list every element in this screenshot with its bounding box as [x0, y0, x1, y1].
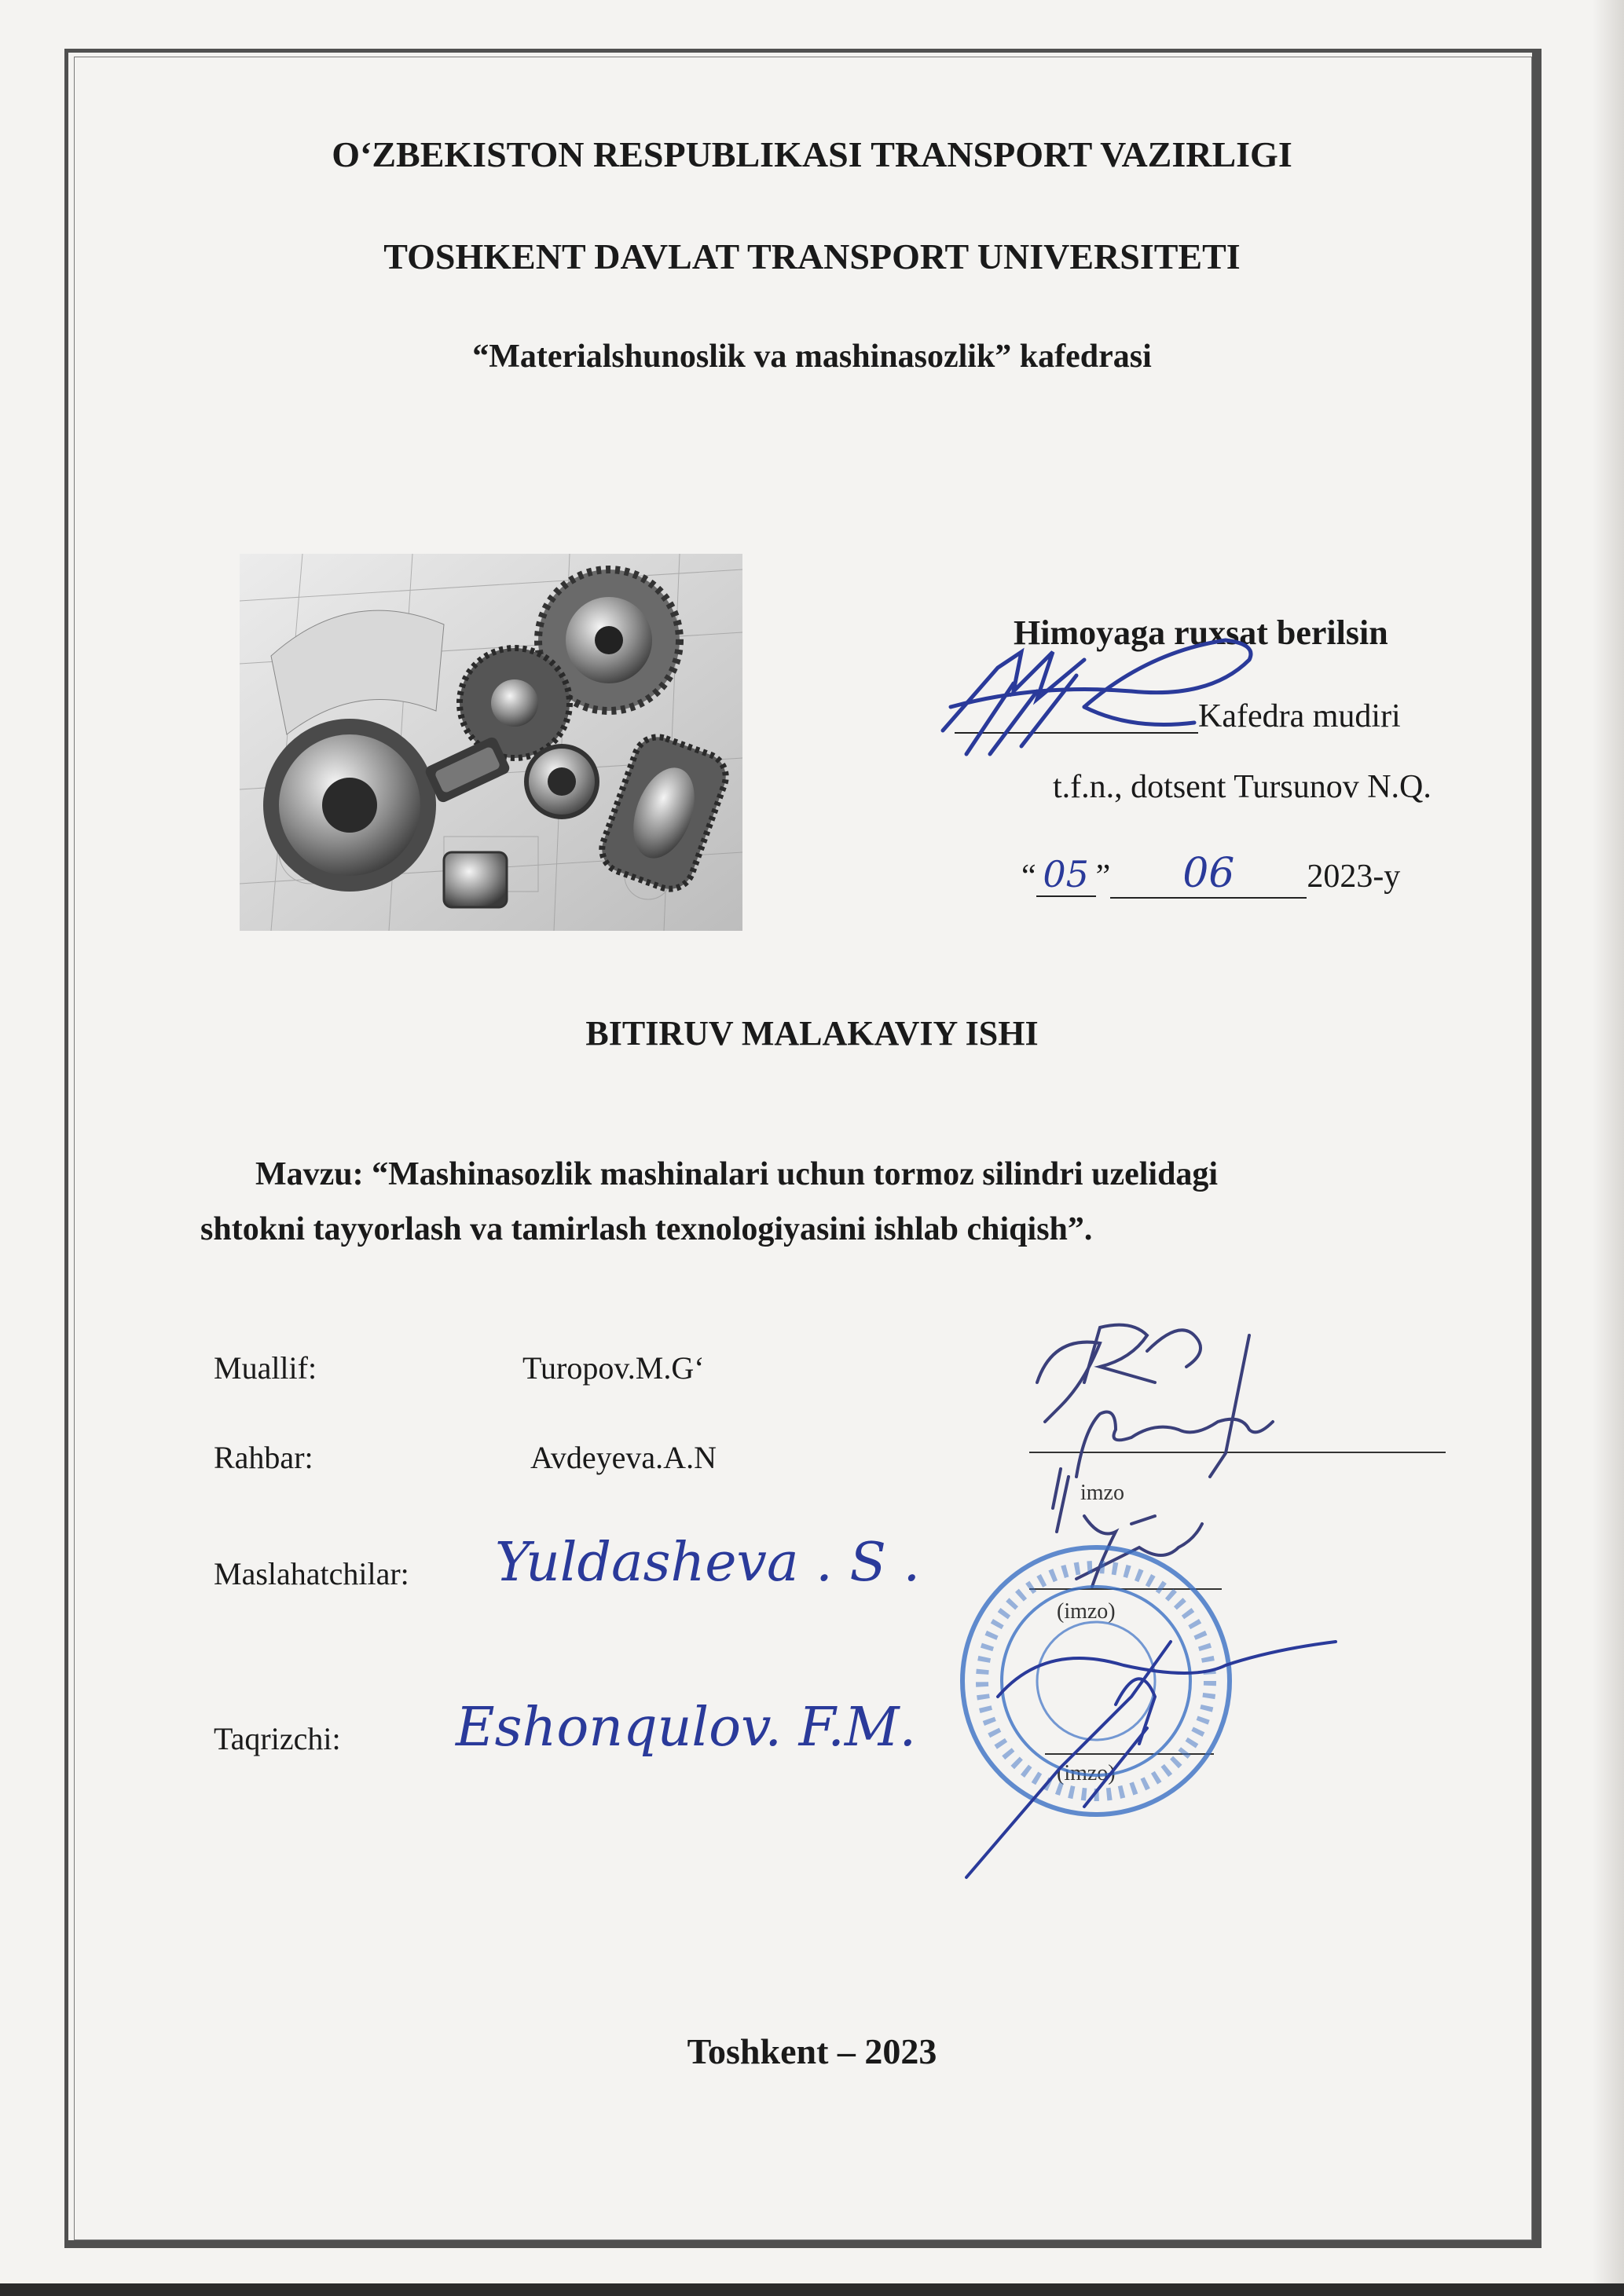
- reviewer-value: Eshonqulov. F.M.: [456, 1697, 917, 1759]
- approval-title: Himoyaga ruxsat berilsin: [1014, 613, 1388, 652]
- approval-name: t.f.n., dotsent Tursunov N.Q.: [1053, 769, 1432, 805]
- author-value: Turopov.M.G‘: [522, 1350, 705, 1386]
- consultants-value: Yuldasheva . S .: [495, 1532, 921, 1594]
- official-stamp: [962, 1547, 1230, 1814]
- approval-role: Kafedra mudiri: [1198, 698, 1401, 734]
- department-heading: “Materialshunoslik va mashinasozlik” kafedrasi: [472, 339, 1152, 375]
- supervisor-value: Avdeyeva.A.N: [530, 1440, 717, 1475]
- topic-line-2: shtokni tayyorlash va tamirlash texnologiyasini ishlab chiqish”.: [200, 1211, 1093, 1247]
- signature-label-1: imzo: [1080, 1481, 1124, 1505]
- date-month-handwritten: 06: [1182, 850, 1235, 897]
- signature-label-3: (imzo): [1057, 1761, 1116, 1785]
- date-year: 2023-y: [1307, 859, 1401, 895]
- ministry-heading: O‘ZBEKISTON RESPUBLIKASI TRANSPORT VAZIRLIGI: [332, 134, 1292, 174]
- topic-line-1: Mavzu: “Mashinasozlik mashinalari uchun tormoz silindri uzelidagi: [255, 1156, 1219, 1192]
- date-day-handwritten: 05: [1043, 853, 1089, 895]
- date-close-quote: ”: [1095, 859, 1111, 895]
- signature-label-2: (imzo): [1057, 1599, 1116, 1624]
- university-heading: TOSHKENT DAVLAT TRANSPORT UNIVERSITETI: [383, 236, 1241, 276]
- city-year: Toshkent – 2023: [687, 2031, 937, 2071]
- reviewer-label: Taqrizchi:: [214, 1721, 341, 1756]
- date-open-quote: “: [1021, 859, 1036, 895]
- supervisor-label: Rahbar:: [214, 1440, 313, 1475]
- document-type: BITIRUV MALAKAVIY ISHI: [585, 1014, 1039, 1053]
- author-label: Muallif:: [214, 1350, 317, 1386]
- consultants-label: Maslahatchilar:: [214, 1556, 409, 1591]
